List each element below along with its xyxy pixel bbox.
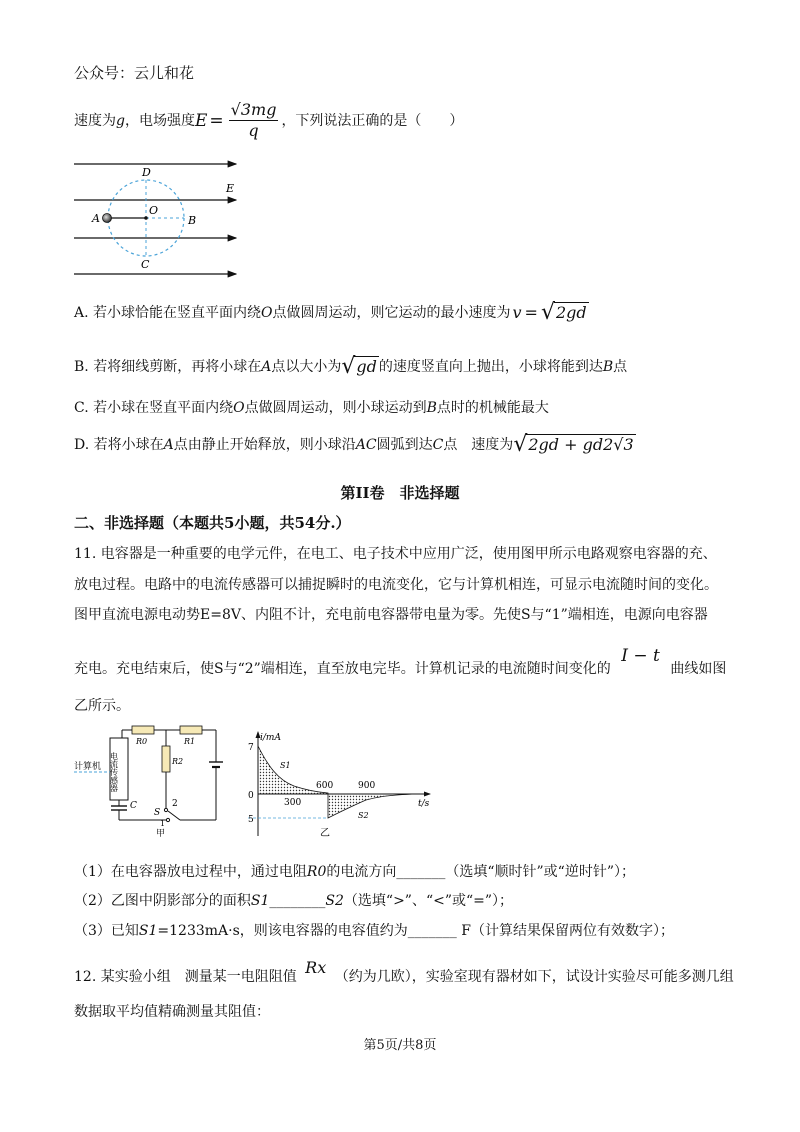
graph-tick-7: 7 bbox=[248, 743, 254, 753]
resistor-r0 bbox=[132, 726, 154, 734]
q11-sub2-pre: （2）乙图中阴影部分的面积 bbox=[74, 893, 251, 909]
label-R0: R0 bbox=[136, 737, 148, 746]
section-title: 第II卷 非选择题 bbox=[340, 484, 460, 502]
optB-rad: gd bbox=[356, 357, 377, 376]
label-B: B bbox=[188, 214, 197, 227]
q11-sub3-pre: （3）已知 bbox=[74, 923, 139, 939]
q12-line1-pre: 12. 某实验小组 测量某一电阻阻值 bbox=[74, 969, 297, 985]
optB-B: B bbox=[602, 358, 614, 375]
footer-page-number: 第5页/共8页 bbox=[363, 1038, 437, 1053]
label-D: D bbox=[142, 166, 151, 179]
section-subtitle: 二、非选择题（本题共5小题，共54分.） bbox=[74, 514, 351, 532]
circuit-diagram bbox=[70, 720, 240, 838]
q11-sub1-pre: （1）在电容器放电过程中，通过电阻 bbox=[74, 864, 307, 880]
label-O: O bbox=[149, 204, 159, 217]
label-n1: 1 bbox=[160, 819, 166, 828]
graph-tick-300: 300 bbox=[284, 798, 302, 808]
caption-jia: 甲 bbox=[156, 829, 166, 838]
q12-line1-post: （约为几欧），实验室现有器材如下，试设计实验尽可能多测几组 bbox=[334, 969, 734, 985]
q11-sub1-R0: R0 bbox=[306, 864, 327, 880]
optC-post: 点时的机械能最大 bbox=[436, 400, 549, 416]
q11-line-2: 放电过程。电路中的电流传感器可以捕捉瞬时的电流变化，它与计算机相连，可显示电流随时间的变化。 bbox=[74, 577, 718, 593]
optD-A: A bbox=[163, 436, 174, 453]
q11-line-1: 11. 电容器是一种重要的电学元件，在电工、电子技术中应用广泛，使用图甲所示电路观察电容器的充、 bbox=[74, 546, 717, 562]
q11-sub-3 bbox=[74, 921, 674, 941]
label-R2: R2 bbox=[172, 757, 184, 766]
q11-sub2-S1: S1 bbox=[250, 893, 270, 909]
optB-mid2: 的速度竖直向上抛出，小球将能到达 bbox=[378, 358, 603, 375]
header-account: 公众号：云儿和花 bbox=[74, 64, 195, 82]
q11-line-5: 乙所示。 bbox=[74, 698, 130, 714]
ball bbox=[103, 214, 112, 223]
q12-line-1 bbox=[74, 958, 734, 987]
q11-sub3-S1: S1 bbox=[138, 923, 158, 939]
optA-O: O bbox=[261, 304, 273, 321]
optC-pre: C. 若小球在竖直平面内绕 bbox=[74, 400, 234, 416]
q10-option-c bbox=[74, 398, 549, 418]
q10-frac-den: q bbox=[248, 121, 259, 140]
q11-line4-pre: 充电。充电结束后，使S与“2”端相连，直至放电完毕。计算机记录的电流随时间变化的 bbox=[74, 661, 611, 677]
caption-yi: 乙 bbox=[320, 828, 330, 839]
q10-stem bbox=[74, 100, 463, 141]
graph-tick-600: 600 bbox=[316, 781, 334, 791]
q10-option-b bbox=[74, 353, 628, 379]
q11-line4-post: 曲线如图 bbox=[670, 661, 727, 677]
q11-line-3: 图甲直流电源电动势E=8V、内阻不计，充电前电容器带电量为零。先使S与“1”端相连，电源向电容器 bbox=[74, 607, 708, 623]
graph-tick-900: 900 bbox=[358, 781, 376, 791]
label-C: C bbox=[130, 801, 137, 811]
optD-C: C bbox=[432, 436, 444, 453]
label-C: C bbox=[141, 258, 150, 271]
q10-stem-post: ，下列说法正确的是（ ） bbox=[281, 112, 464, 129]
optD-mid1: 点由静止开始释放，则小球沿 bbox=[173, 436, 356, 453]
optA-rad: 2gd bbox=[555, 303, 587, 322]
optA-v: v bbox=[512, 302, 522, 322]
optC-O: O bbox=[233, 400, 245, 416]
sqrt-icon: √ bbox=[513, 431, 528, 457]
graph-xlabel: t/s bbox=[418, 799, 430, 809]
q11-I-t: I − t bbox=[621, 646, 660, 666]
q10-g: g bbox=[116, 112, 125, 129]
label-S: S bbox=[154, 808, 161, 818]
graph-tick-0: 0 bbox=[248, 791, 254, 801]
q10-frac-num: √3mg bbox=[230, 100, 277, 119]
graph-label-S1: S1 bbox=[280, 761, 291, 770]
q10-stem-mid: ，电场强度 bbox=[124, 112, 195, 129]
label-R1: R1 bbox=[184, 737, 196, 746]
q10-field-figure bbox=[70, 156, 250, 286]
graph-label-S2: S2 bbox=[358, 811, 369, 820]
resistor-r1 bbox=[180, 726, 202, 734]
optA-pre: A. 若小球恰能在竖直平面内绕 bbox=[74, 304, 262, 321]
switch-s bbox=[168, 811, 180, 820]
resistor-r2 bbox=[162, 746, 170, 772]
label-A: A bbox=[92, 212, 100, 225]
q11-sub1-post: 的电流方向_______（选填“顺时针”或“逆时针”）； bbox=[326, 864, 635, 880]
q10-eq: = bbox=[209, 110, 224, 131]
optD-mid2: 圆弧到达 bbox=[376, 436, 433, 453]
q10-stem-pre: 速度为 bbox=[74, 112, 116, 129]
label-E: E bbox=[226, 182, 235, 195]
graph-tick-5: 5 bbox=[248, 815, 254, 825]
q11-sub3-post: =1233mA·s，则该电容器的电容值约为_______ F（计算结果保留两位有效数字）； bbox=[157, 923, 674, 939]
label-n2: 2 bbox=[172, 799, 178, 809]
optA-eq: = bbox=[524, 302, 538, 322]
optC-mid1: 点做圆周运动，则小球运动到 bbox=[244, 400, 427, 416]
optB-pre: B. 若将细线剪断，再将小球在 bbox=[74, 358, 262, 375]
optD-rad: 2gd + gd2√3 bbox=[528, 435, 634, 454]
optB-mid1: 点以大小为 bbox=[271, 358, 342, 375]
graph-ylabel: i/mA bbox=[260, 733, 281, 743]
q11-sub2-blank[interactable]: ________ bbox=[269, 893, 326, 909]
optD-pre: D. 若将小球在 bbox=[74, 436, 164, 453]
optB-A: A bbox=[261, 358, 272, 375]
label-sensor-1: 电流传感器 bbox=[109, 752, 119, 792]
q10-option-d bbox=[74, 431, 636, 457]
center-point bbox=[144, 216, 148, 220]
q12-Rx: Rx bbox=[305, 958, 327, 977]
label-computer: 计算机 bbox=[74, 762, 102, 772]
q10-option-a bbox=[74, 299, 589, 325]
optD-AC: AC bbox=[355, 436, 377, 453]
q10-fraction bbox=[229, 100, 279, 141]
area-S2 bbox=[328, 794, 414, 818]
q11-sub2-post: （选填“>”、“<”或“=”）； bbox=[343, 893, 514, 909]
q11-sub-2 bbox=[74, 891, 513, 911]
optA-mid: 点做圆周运动，则它运动的最小速度为 bbox=[272, 304, 511, 321]
optC-B: B bbox=[426, 400, 437, 416]
q11-sub2-S2: S2 bbox=[325, 893, 344, 909]
q11-sub-1 bbox=[74, 862, 635, 882]
q11-line-4 bbox=[74, 646, 727, 679]
current-time-graph bbox=[244, 726, 434, 842]
sqrt-icon: √ bbox=[540, 299, 555, 325]
q12-line-2: 数据取平均值精确测量其阻值： bbox=[74, 1004, 270, 1020]
q10-E: E bbox=[194, 110, 208, 131]
optD-mid3: 点 速度为 bbox=[443, 436, 514, 453]
sqrt-icon: √ bbox=[341, 353, 356, 379]
optB-post: 点 bbox=[613, 358, 628, 375]
